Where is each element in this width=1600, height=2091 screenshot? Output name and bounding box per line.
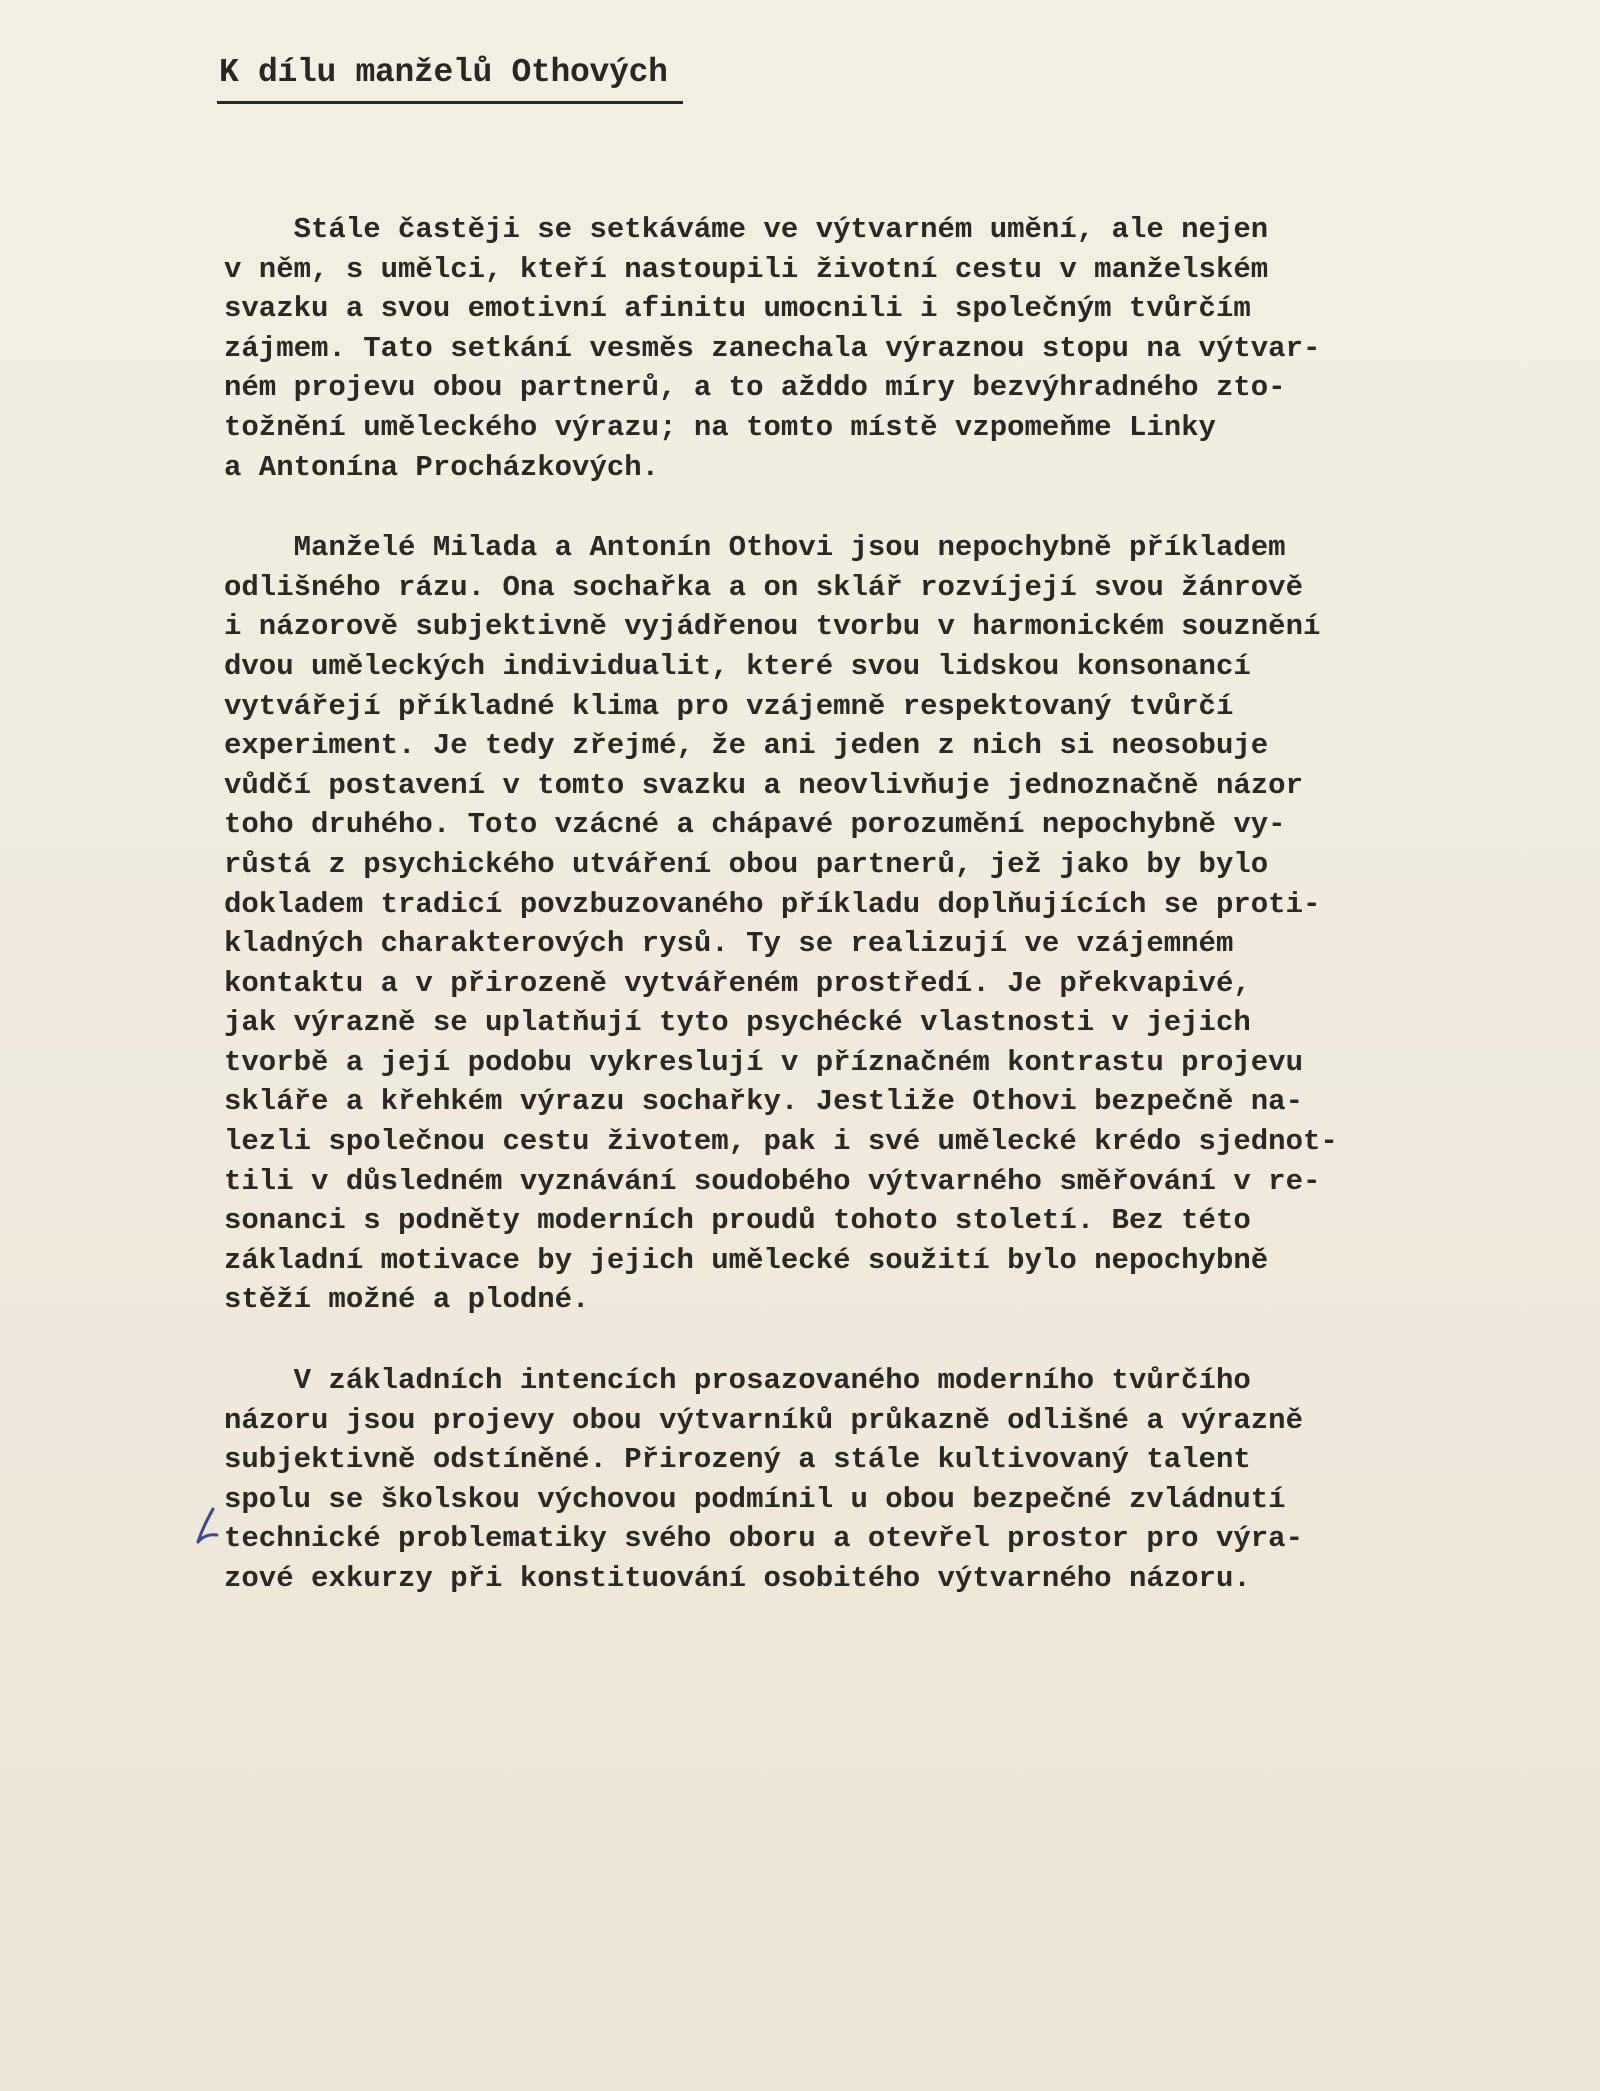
text-line: sonanci s podněty moderních proudů tohoto století. Bez této bbox=[224, 1204, 1251, 1238]
text-line: zové exkurzy při konstituování osobitého výtvarného názoru. bbox=[224, 1562, 1251, 1595]
title-underline bbox=[217, 101, 683, 104]
paragraph-2 bbox=[224, 528, 1524, 1320]
text-line: tvorbě a její podobu vykreslují v příznačném kontrastu projevu bbox=[224, 1045, 1303, 1079]
text-line: zájmem. Tato setkání vesměs zanechala výraznou stopu na výtvar- bbox=[224, 331, 1321, 365]
text-line: základní motivace by jejich umělecké soužití bylo nepochybně bbox=[224, 1243, 1269, 1277]
text-line: jak výrazně se uplatňují tyto psychécké vlastnosti v jejich bbox=[224, 1006, 1251, 1040]
text-line: kladných charakterových rysů. Ty se realizují ve vzájemném bbox=[224, 927, 1234, 961]
text-line: lezli společnou cestu životem, pak i své umělecké krédo sjednot- bbox=[224, 1125, 1338, 1159]
text-line: v něm, s umělci, kteří nastoupili životní cestu v manželském bbox=[224, 252, 1269, 286]
document-title: K dílu manželů Othových bbox=[219, 54, 668, 91]
text-line: V základních intencích prosazovaného moderního tvůrčího bbox=[224, 1364, 1251, 1398]
text-line: Stále častěji se setkáváme ve výtvarném umění, ale nejen bbox=[224, 213, 1269, 246]
text-line: dokladem tradicí povzbuzovaného příkladu doplňujících se proti- bbox=[224, 887, 1321, 921]
text-line: a Antonína Procházkových. bbox=[224, 450, 660, 484]
paragraph-1 bbox=[224, 210, 1524, 487]
document-body bbox=[224, 210, 1524, 1599]
text-line: experiment. Je tedy zřejmé, že ani jeden z nich si neosobuje bbox=[224, 729, 1269, 763]
text-line: kontaktu a v přirozeně vytvářeném prostředí. Je překvapivé, bbox=[224, 966, 1251, 1000]
text-line: subjektivně odstíněné. Přirozený a stále kultivovaný talent bbox=[224, 1443, 1251, 1477]
text-line: odlišného rázu. Ona sochařka a on sklář rozvíjejí svou žánrově bbox=[224, 570, 1303, 604]
paragraph-3 bbox=[224, 1361, 1524, 1599]
paragraph-spacer bbox=[224, 1320, 1524, 1361]
text-line: vůdčí postavení v tomto svazku a neovlivňuje jednoznačně názor bbox=[224, 768, 1303, 802]
text-line: názoru jsou projevy obou výtvarníků průkazně odlišné a výrazně bbox=[224, 1403, 1303, 1437]
text-line: stěží možné a plodné. bbox=[224, 1283, 590, 1317]
text-line: svazku a svou emotivní afinitu umocnili i společným tvůrčím bbox=[224, 292, 1251, 326]
text-line: Manželé Milada a Antonín Othovi jsou nepochybně příkladem bbox=[224, 531, 1286, 565]
text-line: technické problematiky svého oboru a otevřel prostor pro výra- bbox=[224, 1522, 1303, 1556]
text-line: tožnění uměleckého výrazu; na tomto místě vzpomeňme Linky bbox=[224, 410, 1216, 444]
text-line: spolu se školskou výchovou podmínil u obou bezpečné zvládnutí bbox=[224, 1482, 1286, 1516]
text-line: toho druhého. Toto vzácné a chápavé porozumění nepochybně vy- bbox=[224, 808, 1286, 842]
handwritten-pen-mark bbox=[193, 1506, 221, 1546]
text-line: dvou uměleckých individualit, které svou lidskou konsonancí bbox=[224, 649, 1251, 683]
text-line: skláře a křehkém výrazu sochařky. Jestliže Othovi bezpečně na- bbox=[224, 1085, 1303, 1119]
paragraph-spacer bbox=[224, 487, 1524, 528]
text-line: růstá z psychického utváření obou partnerů, jež jako by bylo bbox=[224, 847, 1269, 881]
text-line: i názorově subjektivně vyjádřenou tvorbu v harmonickém souznění bbox=[224, 610, 1321, 644]
text-line: tili v důsledném vyznávání soudobého výtvarného směřování v re- bbox=[224, 1164, 1321, 1198]
text-line: vytvářejí příkladné klima pro vzájemně respektovaný tvůrčí bbox=[224, 689, 1234, 723]
text-line: ném projevu obou partnerů, a to ažddo míry bezvýhradného zto- bbox=[224, 371, 1286, 405]
